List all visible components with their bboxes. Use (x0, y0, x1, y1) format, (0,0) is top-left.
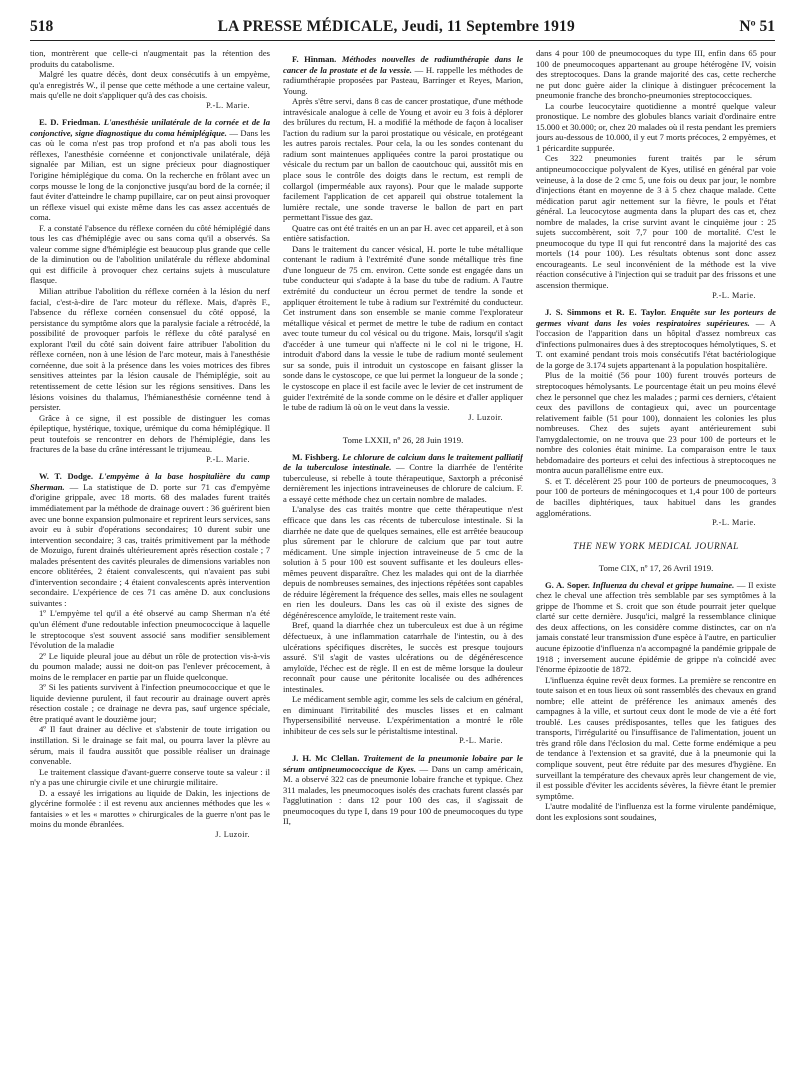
article-title: L'anesthésie unilatérale de la cornée et de la conjonctive, signe diagnostique du coma hémiplégique. (30, 117, 270, 138)
article-text: — A l'occasion de l'apparition dans un hôpital d'assez nombreux cas d'infections pulmonaires dues à des streptocoques hémolytiques, S. et T. ont examiné pendant trois mois consécutifs l'état bactériologique de la gorge de 3.174 sujets appartenant à la population hospitalière. (536, 317, 776, 370)
article-author: J. S. Simmons et R. E. Taylor. (545, 307, 667, 318)
article-text: — Dans les cas où le coma n'est pas trop profond et n'a pas aboli tous les réflexes, l'anesthésie cornéenne et conjonctivale unilatérale, déjà signalée par Milian, est un signe précieux pour diagnostiquer l'origine hémiplégique du coma. On la recherche en frôlant avec un corps mousse le long de la conjonctive jusqu'au bord de la cornée; il faut éviter d'atteindre le champ pupillaire, car on peut ainsi provoquer un réflexe visuel qui existe même dans les cas assez accentués de coma. (30, 127, 270, 223)
article-text: — Dans un camp américain, M. a observé 322 cas de pneumonie lobaire franche et typique. Chez 311 malades, les pneumocoques isolés des crachats furent classés par l'agglutination : dans 12 pour 100 des cas, il s'agissait de pneumocoques du type I, dans 19 pour 100 de pneumocoques du type II, (283, 763, 523, 827)
paragraph: 2º Le liquide pleural joue au début un rôle de protection vis-à-vis du poumon malade; aussi ne doit-on pas l'enlever précocement, à moins de le remplacer en partie par un fluide quelconque. (30, 650, 270, 682)
paragraph: Le traitement classique d'avant-guerre conserve toute sa valeur : il n'y a pas une chirurgie civile et une chirurgie militaire. (30, 766, 270, 788)
article-text: — Contre la diarrhée de l'entérite tuberculeuse, si rebelle à toute thérapeutique, Saxtorph a préconisé dernièrement les injections intraveineuses de chlorure de calcium. F. a essayé cette méthode chez un certain nombre de malades. (283, 462, 523, 504)
paragraph: F. a constaté l'absence du réflexe cornéen du côté hémiplégié dans tous les cas d'hémiplégie avec ou sans coma qu'il a observés. Sa valeur comme signe d'hémiplégie est beaucoup plus grande que celle de la diminution ou de l'abolition unilatérale du réflexe abdominal qui est difficile à provoquer chez certains sujets à musculature flasque. (30, 222, 270, 286)
article-text: — La statistique de D. porte sur 71 cas d'empyème d'origine grippale, avec 18 morts. 68 des malades furent traités immédiatement par la méthode de drainage ouvert : 36 guérirent bien avec une bonne expansion pulmonaire et reprirent leurs services, sans avoir eu à subir d'opérations secondaires; 10 durent subir une intervention secondaire; 3 cas, traités primitivement par la méthode de Mozuigo, furent drainés ultérieurement après résection costale ; 7 malades présentent des cavités pleurales de dimensions variables non encore oblitérées, 2 étaient convalescents, qui n'avaient pas subi d'intervention secondaire ; 4 étaient convalescents après intervention secondaire. L'expérience de ces 71 cas amène D. aux conclusions suivantes : (30, 481, 270, 608)
article-author: W. T. Dodge. (39, 471, 93, 482)
journal-heading: THE NEW YORK MEDICAL JOURNAL (573, 540, 739, 551)
paragraph: Ces 322 pneumonies furent traités par le sérum antipneumococcique polyvalent de Kyes, utilisé en général par voie veineuse, à la dose de 2 cmc 5, une fois ou deux par jour, le nombre d'injections étant en moyenne de 3 à 5 chez chaque malade. Cette médication parut agir nettement sur la fièvre, le pouls et l'état général. La leucocytose augmenta dans la plupart des cas et, chez nombre de malades, la crise survint avant le cinquième jour : 25 sujets succombèrent, soit 7,7 pour 100 de mortalité. C'est le pneumocoque du type II qui fut rencontré dans la majorité des cas mortels (14 pour 100). Les résultats obtenus sont donc assez encourageants. Le seul inconvénient de la méthode est la vive réaction consécutive à l'injection qui se traduit par des frissons et une ascension thermique. (536, 153, 776, 291)
volume-heading: Tome LXXII, nº 26, 28 Juin 1919. (342, 435, 464, 446)
paragraph: Quatre cas ont été traités en un an par H. avec cet appareil, et à son entière satisfaction. (283, 222, 523, 244)
paragraph: Le médicament semble agir, comme les sels de calcium en général, en diminuant l'irritabilité des muscles lisses et en calmant l'hypersensibilité nerveuse. L'expérimentation a montré le rôle inhibiteur de ces sels sur le péristaltisme intestinal. (283, 694, 523, 736)
article-abstract (283, 753, 523, 827)
article-title: L'empyème à la base hospitalière du camp Sherman. (30, 471, 270, 492)
journal-running-title: LA PRESSE MÉDICALE, Jeudi, 11 Septembre 1919 (217, 18, 575, 35)
article-abstract (283, 54, 523, 96)
article-title: Influenza du cheval et grippe humaine. (592, 579, 735, 590)
author-signature: P.-L. Marie. (206, 100, 250, 110)
article-author: F. Hinman. (292, 54, 337, 64)
paragraph: L'autre modalité de l'influenza est la forme virulente pandémique, dont les explosions sont soudaines, (536, 801, 776, 822)
article-author: G. A. Soper. (545, 579, 590, 590)
page-header (30, 18, 775, 38)
paragraph: 3º Si les patients survivent à l'infection pneumococcique et que le liquide devienne purulent, il faut recourir au drainage ouvert après résection costale ; ce drainage ne devra pas, sauf urgence spéciale, être pratiqué avant le douzième jour; (30, 682, 270, 724)
article-abstract (283, 452, 523, 505)
paragraph: La courbe leucocytaire quotidienne a montré quelque valeur pronostique. Le nombre des globules blancs variait d'ordinaire entre 15.000 et 30.000; or, chez 20 malades où il resta pendant les premiers jours au-dessous de 10.000, il y eut 7 morts précoces, 2 empyèmes, et 1 péricardite suppurée. (536, 100, 776, 153)
paragraph: 1º L'empyème tel qu'il a été observé au camp Sherman n'a été qu'un élément d'une redoutable infection pneumococcique à laquelle le streptocoque s'est souvent associé sans modifier sensiblement l'évolution de la maladie (30, 608, 270, 651)
author-signature: P.-L. Marie. (712, 290, 756, 300)
issue-number: Nº 51 (739, 18, 775, 35)
author-signature: P.-L. Marie. (206, 454, 250, 464)
volume-heading: Tome CIX, nº 17, 26 Avril 1919. (598, 563, 714, 574)
author-signature: J. Luzoir. (215, 829, 250, 839)
paragraph: S. et T. décelèrent 25 pour 100 de porteurs de pneumocoques, 3 pour 100 de porteurs de méningocoques et 1,4 pour 100 de porteurs de bacilles diphtériques, taux habituel dans les grandes agglomérations. (536, 475, 776, 518)
column-right (536, 48, 776, 1078)
article-text: — H. rappelle les méthodes de radiumthérapie proposées par Pasteau, Barringer et Reyes, Marion, Young. (283, 64, 523, 96)
article-abstract (536, 307, 776, 370)
paragraph: L'analyse des cas traités montre que cette thérapeutique n'est efficace que dans les cas récents de tuberculose intestinale. Si la diarrhée ne date que de quelques semaines, elle est arrêtée beaucoup plus sûrement par le chlorure de calcium que par tout autre médicament. Une simple injection intraveineuse de 5 cmc de la solution à 5 pour 100 est souvent suffisante et les douleurs elles-mêmes peuvent disparaître. Chez les malades qui ont de la diarrhée depuis de nombreuses semaines, des injections répétées sont capables de réduire légèrement la fréquence des selles, mais elles ne soulagent en rien les douleurs. Dans les cas où il existe des signes de dégénérescence amyloïde, le traitement reste vain. (283, 504, 523, 620)
article-abstract (536, 580, 776, 675)
article-author: M. Fishberg. (292, 451, 340, 462)
paragraph-continued: tion, montrèrent que celle-ci n'augmentait pas la rétention des produits du catabolisme. (30, 48, 270, 69)
article-author: E. D. Friedman. (39, 117, 101, 128)
column-middle (283, 48, 523, 1078)
article-abstract (30, 471, 270, 608)
article-abstract (30, 117, 270, 222)
article-title: Méthodes nouvelles de radiumthérapie dans le cancer de la prostate et de la vessie. (283, 54, 523, 75)
column-left (30, 48, 270, 1078)
article-text: — Il existe chez le cheval une affection très semblable par ses symptômes à la grippe de l'homme et S. croit que son étude pourrait jeter quelque clarté sur cette dernière. Jusqu'ici, malgré la ressemblance clinique des deux affections, on les considère comme distinctes, car on n'a jamais constaté leur transmission d'une espèce à l'autre, en particulier aucune épizootie d'influenza n'a accompagné la pandémie grippale de 1918 ; inversement aucune épidémie de grippe n'a coïncidé avec l'énorme épizootie de 1872. (536, 579, 776, 675)
header-rule (30, 40, 775, 41)
paragraph-continued: dans 4 pour 100 de pneumocoques du type III, enfin dans 65 pour 100 de pneumocoques appartenant au groupe hétérogène IV, voisin des streptocoques. Dans la grande majorité des cas, cette recherche ne put donc guère aider la clinique à distinguer précocement la pneumonie franche des broncho-pneumonies streptococciques. (536, 48, 776, 101)
paragraph: L'influenza équine revêt deux formes. La première se rencontre en toute saison et en tous lieux où sont rassemblés des chevaux en grand nombre; elle atteint de préférence les animaux amenés des campagnes à la ville, et surtout ceux dont le mode de vie a été fort troublé. Les causes prédisposantes, telles que les fatigues des transports, l'irrégularité ou l'insuffisance de l'alimentation, jouent un très grand rôle dans l'éclosion du mal. Cette forme endémique a peu de tendance à l'extension et sa gravité, due à la pneumonie qui la complique souvent, peut être réduite par des mesures d'hygiène. En surveillant la température des chevaux après leur changement de vie, il est possible d'éviter les accidents sévères, la fièvre étant le premier symptôme. (536, 674, 776, 801)
author-signature: P.-L. Marie. (459, 736, 503, 746)
paragraph: Grâce à ce signe, il est possible de distinguer les comas épileptique, hystérique, toxique, urémique du coma hémiplégique. Il peut toutefois se rencontrer en dehors de l'hémiplégie, dans les fractures de la base du crâne intéressant le trijumeau. (30, 412, 270, 455)
article-title: Le chlorure de calcium dans le traitement palliatif de la tuberculose intestinale. (283, 451, 523, 473)
author-signature: P.-L. Marie. (712, 518, 756, 528)
article-title: Enquête sur les porteurs de germes vivant dans les voies respiratoires supérieures. (536, 307, 776, 328)
paragraph: Malgré les quatre décès, dont deux consécutifs à un empyème, qu'a enregistrés W., il pense que cette méthode a une certaine valeur, mais qu'elle ne doit s'appliquer qu'à des cas choisis. (30, 69, 270, 101)
paragraph: Dans le traitement du cancer vésical, H. porte le tube métallique contenant le radium à l'extrémité d'une sonde métallique très fine d'une longueur de 75 cm. environ. Cette sonde est engagée dans un tube conducteur qui s'adapte à la base du tube de radium. A l'autre extrémité du conducteur un écrou permet de tendre la sonde et appliquer étroitement le tube à radium sur l'extrémité du conducteur. Cet instrument dans son ensemble se manie comme l'explorateur métallique vésical et permet de mettre le tube de radium en contact avec toute tumeur du col vésical ou du trigone. Mais, lorsqu'il s'agit d'accéder à une tumeur qui n'affecte ni le col ni le trigone, H. introduit d'abord dans la vessie le tube de radium monté seulement sur sa sonde, puis il introduit un cystoscope en faisant glisser la sonde dans le cystoscope, ce que lui permet la longueur de la sonde ; le cystoscope en place il est facile avec le levier de cet instrument de guider l'extrémité de la sonde comme on le désire et d'aller appliquer le tube de radium là où on le veut dans la vessie. (283, 243, 523, 413)
paragraph: Milian attribue l'abolition du réflexe cornéen à la lésion du nerf facial, c'est-à-dire de l'arc moteur du réflexe. Mais, d'après F., l'absence du réflexe cornéen consensuel du côté opposé, la persistance du symptôme alors que la paralysie faciale a rétrocédé, la possibilité de provoquer parfois le réflexe du côté paralysé en explorant l'œil du côté sain doivent faire attribuer l'abolition du réflexe cornéen, non à une lésion de l'arc moteur, mais à l'anesthésie cornéenne, due soit à la présence dans les voies motrices des fibres sensitives atteintes par la lésion causale de l'hémiplégie, soit au retentissement de cette lésion sur les régions sensitives. Dans les lésions voisines du thalamus, l'hémianesthésie cornéenne tend à persister. (30, 286, 270, 413)
author-signature: J. Luzoir. (468, 412, 503, 422)
paragraph: 4º Il faut drainer au déclive et s'abstenir de toute irrigation ou instillation. Si le drainage se fait mal, ou pourra laver la plèvre au sérum, mais il faudra aussitôt que possible réaliser un drainage convenable. (30, 724, 270, 767)
paragraph: D. a essayé les irrigations au liquide de Dakin, les injections de glycérine formolée : il est revenu aux anciennes méthodes que les « fantaisies » et les « marottes » chirurgicales de la guerre n'ont pas le moins du monde ébranlées. (30, 787, 270, 830)
article-title: Traitement de la pneumonie lobaire par le sérum antipneumococcique de Kyes. (283, 753, 523, 774)
article-author: J. H. Mc Clellan. (292, 753, 360, 763)
paragraph: Après s'être servi, dans 8 cas de cancer prostatique, d'une méthode intravésicale analogue à celle de Young et avoir eu 3 fois à déplorer des brûlures du rectum, H. a modifié la méthode de façon à localiser l'action du radium sur la paroi prostatique ou vésicale, en protégeant les autres parois rectales. Pour cela, la ou les sondes contenant du radium sont maintenues appliquées contre la paroi prostatique ou vésicale du rectum par un ballon de caoutchouc qui, aussitôt mis en place sous le contrôle des doigts dans le rectum, est rempli de collargol (imperméable aux rayons). Pour que le malade supporte facilement l'application de cet appareil qui obstrue totalement la lumière rectale, une sonde traverse le ballon de part en part permettant l'issue des gaz. (283, 96, 523, 223)
page-number: 518 (30, 18, 54, 35)
paragraph: Bref, quand la diarrhée chez un tuberculeux est due à un régime défectueux, à une inflammation catarrhale de l'intestin, ou à des ulcérations spécifiques discrètes, le succès est presque toujours assuré. S'il s'agit de vastes ulcérations ou de dégénérescence amyloïde, l'échec est de règle. Il en est de même lorsque la douleur reconnaît pour cause une péritonite localisée ou des adhérences intestinales. (283, 620, 523, 694)
paragraph: Plus de la moitié (56 pour 100) furent trouvés porteurs de streptocoques hémolysants. Le pourcentage était un peu moins élevé chez le personnel que chez les malades ; parmi ces derniers, c'étaient ceux des pavillons de contagieux qui, avec un pourcentage relativement faible (51 pour 100), donnaient les colonies les plus nombreuses. Chez des sujets ayant antérieurement subi l'amygdalectomie, on ne trouva que 23 pour 100 de porteurs et le nombre des colonies était minime. La comparaison entre le taux hebdomadaire des porteurs et celui des infectious à streptocoques ne montra aucun parallélisme entre eux. (536, 370, 776, 476)
